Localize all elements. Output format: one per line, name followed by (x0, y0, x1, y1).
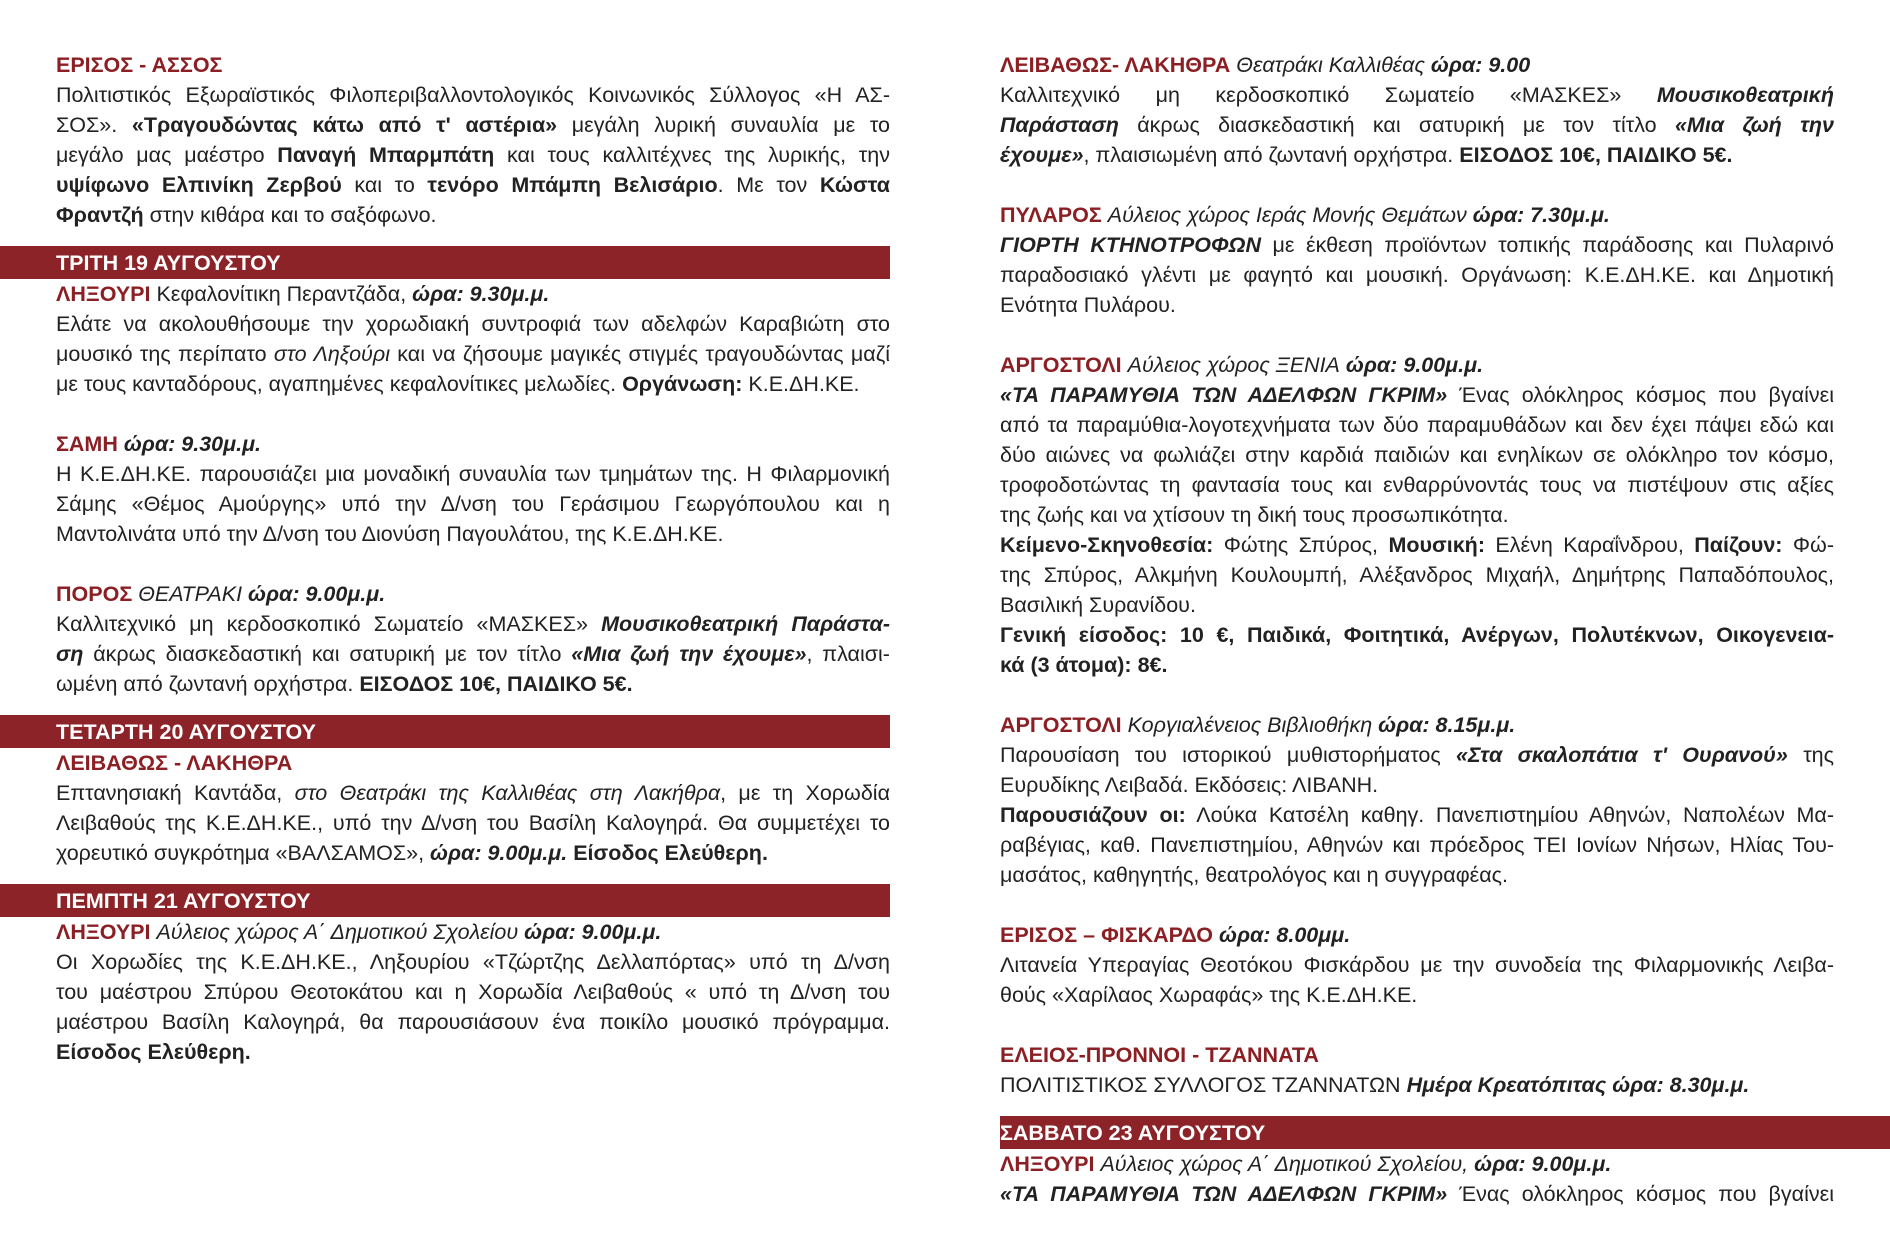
text: Ένας ολόκληρος κόσμος που βγαίνει (1459, 1182, 1834, 1206)
event-argostoli-library (1000, 710, 1834, 890)
event-time: ώρα: 9.30μ.μ. (123, 432, 262, 456)
text: Ενότητα Πυλάρου. (1000, 293, 1176, 317)
text: Λούκα Κατσέλη καθηγ. Πανεπιστημίου Αθηνών, Ναπολέων Μα- (1196, 803, 1834, 827)
text: Φώ- (1792, 533, 1834, 557)
day-banner: ΤΡΙΤΗ 19 ΑΥΓΟΥΣΤΟΥ (0, 246, 890, 279)
text: τροφοδοτώντας τη φαντασία τους και ενθαρρύνοντάς τους να πιστέψουν στις αξίες (1000, 473, 1834, 497)
text: άκρως διασκεδαστική και σατυρική με τον τίτλο (1137, 113, 1657, 137)
text: Βασιλική Συρανίδου. (1000, 593, 1196, 617)
performer: υψίφωνο Ελπινίκη Ζερβού (56, 173, 342, 197)
text: ωμένη από ζωντανή ορχήστρα. (56, 672, 354, 696)
text: και τους καλλιτέχνες της λυρικής, την (507, 143, 891, 167)
event-venue: Κεφαλονίτικη Περαντζάδα, (156, 282, 407, 306)
text: Ένας ολόκληρος κόσμος που βγαίνει (1459, 383, 1834, 407)
text: της ζωής και να χτίσουν τη δική τους προσωπικότητα. (1000, 503, 1509, 527)
ticket-price: ΕΙΣΟΔΟΣ 10€, ΠΑΙΔΙΚΟ 5€. (1459, 143, 1733, 167)
text: στο Ληξούρι (273, 342, 390, 366)
concert-title: «Τραγουδώντας κάτω από τ' αστέρια» (131, 113, 558, 137)
performer: Κώστα (819, 173, 890, 197)
book-title: «Στα σκαλοπάτια τ' Ουρανού» (1456, 743, 1788, 767)
show-type: Μουσικοθεατρική Παράστα- (601, 612, 890, 636)
event-venue: Αύλειος χώρος Ιεράς Μονής Θεμάτων (1107, 203, 1467, 227)
organizer-label: Οργάνωση: (622, 372, 743, 396)
day-banner: ΤΕΤΑΡΤΗ 20 ΑΥΓΟΥΣΤΟΥ (0, 715, 890, 748)
ticket-price: ΕΙΣΟΔΟΣ 10€, ΠΑΙΔΙΚΟ 5€. (359, 672, 633, 696)
event-heading: ΕΡΙΣΟΣ – ΦΙΣΚΑΡΔΟ (1000, 923, 1214, 947)
ticket-price: Γενική είσοδος: 10 €, Παιδικά, Φοιτητικά, Ανέργων, Πολυτέκνων, Οικογενεια- (1000, 623, 1834, 647)
event-heading: ΛΗΞΟΥΡΙ (1000, 1152, 1095, 1176)
event-heading: ΛΗΞΟΥΡΙ (56, 282, 151, 306)
show-title: «ΤΑ ΠΑΡΑΜΥΘΙΑ ΤΩΝ ΑΔΕΛΦΩΝ ΓΚΡΙΜ» (1000, 1182, 1448, 1206)
event-leivathos-lakithra (56, 748, 890, 868)
text: μουσικό της περίπατο (56, 342, 267, 366)
event-heading: ΛΕΙΒΑΘΩΣ- ΛΑΚΗΘΡΑ (1000, 53, 1231, 77)
text: στην κιθάρα και το σαξόφωνο. (149, 203, 437, 227)
text: Οι Χορωδίες της Κ.Ε.ΔΗ.ΚΕ., Ληξουρίου «Τζώρτζης Δελλαπόρτας» υπό τη Δ/νση (56, 950, 890, 974)
text: θούς «Χαρίλαος Χωραφάς» της Κ.Ε.ΔΗ.ΚΕ. (1000, 983, 1418, 1007)
entry-free: Είσοδος Ελεύθερη. (573, 841, 768, 865)
event-heading: ΠΥΛΑΡΟΣ (1000, 203, 1102, 227)
text: της Σπύρος, Αλκμήνη Κουλουμπή, Αλέξανδρος Μιχαήλ, Δημήτρης Παπαδόπουλος, (1000, 563, 1834, 587)
event-venue: Κοργιαλένειος Βιβλιοθήκη (1127, 713, 1373, 737)
text: παραδοσιακό γλέντι με φαγητό και μουσική. Οργάνωση: Κ.Ε.ΔΗ.ΚΕ. και Δημοτική (1000, 263, 1834, 287)
event-time: ώρα: 9.00μ.μ. (1345, 353, 1484, 377)
event-time: ώρα: 9.00μ.μ. (248, 582, 386, 606)
show-title: «Μια ζωή την έχουμε» (571, 642, 807, 666)
text: της (1803, 743, 1834, 767)
event-heading: ΑΡΓΟΣΤΟΛΙ (1000, 353, 1122, 377)
day-banner: ΠΕΜΠΤΗ 21 ΑΥΓΟΥΣΤΟΥ (0, 884, 890, 917)
event-lixouri-school (56, 917, 890, 1067)
event-heading: ΕΡΙΣΟΣ - ΑΣΣΟΣ (56, 53, 223, 77)
text: Σάμης «Θέμος Αμούργης» υπό την Δ/νση του Γεράσιμου Γεωργόπουλου και η (56, 492, 890, 516)
event-heading: ΑΡΓΟΣΤΟΛΙ (1000, 713, 1122, 737)
text: ΣΟΣ». (56, 113, 118, 137)
event-pylaros (1000, 200, 1834, 320)
text: δύο αιώνες να φωλιάζει στην καρδιά παιδιών και ενηλίκων σε ολόκληρο τον κόσμο, (1000, 443, 1834, 467)
text: Ελάτε να ακολουθήσουμε την χορωδιακή συντροφιά των αδελφών Καραβιώτη στο (56, 312, 890, 336)
entry-free: Είσοδος Ελεύθερη. (56, 1040, 251, 1064)
text: μαέστρου Βασίλη Καλογηρά, θα παρουσιάσουν ένα ποικίλο μουσικό πρόγραμμα. (56, 1010, 890, 1034)
event-erisos-fiskardo (1000, 920, 1834, 1010)
text: άκρως διασκεδαστική και σατυρική με τον τίτλο (93, 642, 562, 666)
event-time: ώρα: 8.00μμ. (1219, 923, 1351, 947)
event-time: ώρα: 8.15μ.μ. (1378, 713, 1516, 737)
event-lixouri (56, 279, 890, 399)
text: Ελένη Καραΐνδρου, (1495, 533, 1684, 557)
ticket-price: κά (3 άτομα): 8€. (1000, 653, 1168, 677)
festival-name: ΓΙΟΡΤΗ ΚΤΗΝΟΤΡΟΦΩΝ (1000, 233, 1261, 257)
text: , με τη Χορωδία (720, 781, 890, 805)
text: Ευρυδίκης Λειβαδά. Εκδόσεις: ΛΙΒΑΝΗ. (1000, 773, 1379, 797)
right-column (1000, 50, 1834, 1209)
text: Επτανησιακή Καντάδα, (56, 781, 283, 805)
event-time: ώρα: 9.00μ.μ. (524, 920, 662, 944)
credit-label: Κείμενο-Σκηνοθεσία: (1000, 533, 1214, 557)
event-argostoli-xenia (1000, 350, 1834, 680)
text: μεγάλο μας μαέστρο (56, 143, 265, 167)
event-venue: Αύλειος χώρος ΞΕΝΙΑ (1127, 353, 1340, 377)
event-heading: ΛΕΙΒΑΘΩΣ - ΛΑΚΗΘΡΑ (56, 751, 293, 775)
event-heading: ΣΑΜΗ (56, 432, 118, 456)
show-type: Μουσικοθεατρική (1656, 83, 1834, 107)
text: Λιτανεία Υπεραγίας Θεοτόκου Φισκάρδου με την συνοδεία της Φιλαρμονικής Λειβα- (1000, 953, 1834, 977)
credit-label: Μουσική: (1388, 533, 1485, 557)
event-venue: Αύλειος χώρος Α΄ Δημοτικού Σχολείου, (1100, 1152, 1469, 1176)
credit-label: Παρουσιάζουν οι: (1000, 803, 1186, 827)
text: Φώτης Σπύρος, (1223, 533, 1379, 557)
text: Πολιτιστικός Εξωραϊστικός Φιλοπεριβαλλοντολογικός Κοινωνικός Σύλλογος «Η ΑΣ- (56, 83, 890, 107)
event-venue: Θεατράκι Καλλιθέας (1236, 53, 1425, 77)
show-title: «Μια ζωή την (1674, 113, 1834, 137)
text: μεγάλη λυρική συναυλία με το (571, 113, 890, 137)
event-heading: ΕΛΕΙΟΣ-ΠΡΟΝΝΟΙ - ΤΖΑΝΝΑΤΑ (1000, 1043, 1319, 1067)
text: Κ.Ε.ΔΗ.ΚΕ. (748, 372, 860, 396)
show-title: «ΤΑ ΠΑΡΑΜΥΘΙΑ ΤΩΝ ΑΔΕΛΦΩΝ ΓΚΡΙΜ» (1000, 383, 1448, 407)
event-eleios-pronnoi (1000, 1040, 1834, 1100)
text: Καλλιτεχνικό μη κερδοσκοπικό Σωματείο «ΜΑΣΚΕΣ» (1000, 83, 1622, 107)
day-banner: ΣΑΒΒΑΤΟ 23 ΑΥΓΟΥΣΤΟΥ (1000, 1116, 1890, 1149)
text: και το (354, 173, 415, 197)
text: και να ζήσουμε μαγικές στιγμές τραγουδώντας μαζί (397, 342, 890, 366)
event-venue: ΘΕΑΤΡΑΚΙ (138, 582, 243, 606)
text: Παρουσίαση του ιστορικού μυθιστορήματος (1000, 743, 1441, 767)
text: , πλαισι- (806, 642, 890, 666)
text: ΠΟΛΙΤΙΣΤΙΚΟΣ ΣΥΛΛΟΓΟΣ ΤΖΑΝΝΑΤΩΝ (1000, 1073, 1401, 1097)
text: . Με τον (717, 173, 808, 197)
event-leivathos-kallithea (1000, 50, 1834, 170)
performer: Φραντζή (56, 203, 144, 227)
performer: τενόρο Μπάμπη Βελισάριο (427, 173, 718, 197)
event-time: ώρα: 9.00 (1430, 53, 1531, 77)
text: Μαντολινάτα υπό την Δ/νση του Διονύση Παγουλάτου, της Κ.Ε.ΔΗ.ΚΕ. (56, 522, 724, 546)
text: μασάτος, καθηγητής, θεατρολόγος και η συγγραφέας. (1000, 863, 1509, 887)
text: με έκθεση προϊόντων τοπικής παράδοσης και Πυλαρινό (1272, 233, 1834, 257)
event-erisos-assos (56, 50, 890, 230)
event-venue: στο Θεατράκι της Καλλιθέας στη Λακήθρα (294, 781, 721, 805)
performer: Παναγή Μπαρμπάτη (277, 143, 495, 167)
event-heading: ΛΗΞΟΥΡΙ (56, 920, 151, 944)
show-type: Παράσταση (1000, 113, 1119, 137)
show-title: έχουμε» (1000, 143, 1084, 167)
event-lixouri-grimm (1000, 1149, 1834, 1209)
text: ραβέγιας, καθ. Πανεπιστημίου, Αθηνών και πρόεδρος ΤΕΙ Ιονίων Νήσων, Ηλίας Του- (1000, 833, 1834, 857)
left-column (56, 50, 890, 1067)
text: , πλαισιωμένη από ζωντανή ορχήστρα. (1083, 143, 1454, 167)
event-time: ώρα: 7.30μ.μ. (1472, 203, 1610, 227)
event-heading: ΠΟΡΟΣ (56, 582, 133, 606)
event-venue: Αύλειος χώρος Α΄ Δημοτικού Σχολείου (156, 920, 519, 944)
event-poros (56, 579, 890, 699)
credit-label: Παίζουν: (1694, 533, 1783, 557)
show-type: ση (56, 642, 84, 666)
text: χορευτικό συγκρότημα «ΒΑΛΣΑΜΟΣ», (56, 841, 425, 865)
text: Η Κ.Ε.ΔΗ.ΚΕ. παρουσιάζει μια μοναδική συναυλία των τμημάτων της. Η Φιλαρμονική (56, 462, 890, 486)
event-time: ώρα: 9.00μ.μ. (1474, 1152, 1612, 1176)
text: Καλλιτεχνικό μη κερδοσκοπικό Σωματείο «ΜΑΣΚΕΣ» (56, 612, 588, 636)
event-sami (56, 429, 890, 549)
text: από τα παραμύθια-λογοτεχνήματα των δύο παραμυθάδων και δεν έχει πάψει εδώ και (1000, 413, 1834, 437)
text: με τους κανταδόρους, αγαπημένες κεφαλονίτικες μελωδίες. (56, 372, 617, 396)
event-title-time: Ημέρα Κρεατόπιτας ώρα: 8.30μ.μ. (1406, 1073, 1750, 1097)
text: του μαέστρου Σπύρου Θεοτοκάτου και η Χορωδία Λειβαθούς « υπό τη Δ/νση του (56, 980, 890, 1004)
event-time: ώρα: 9.00μ.μ. (430, 841, 568, 865)
event-time: ώρα: 9.30μ.μ. (412, 282, 550, 306)
text: Λειβαθούς της Κ.Ε.ΔΗ.ΚΕ., υπό την Δ/νση του Βασίλη Καλογηρά. Θα συμμετέχει το (56, 811, 890, 835)
